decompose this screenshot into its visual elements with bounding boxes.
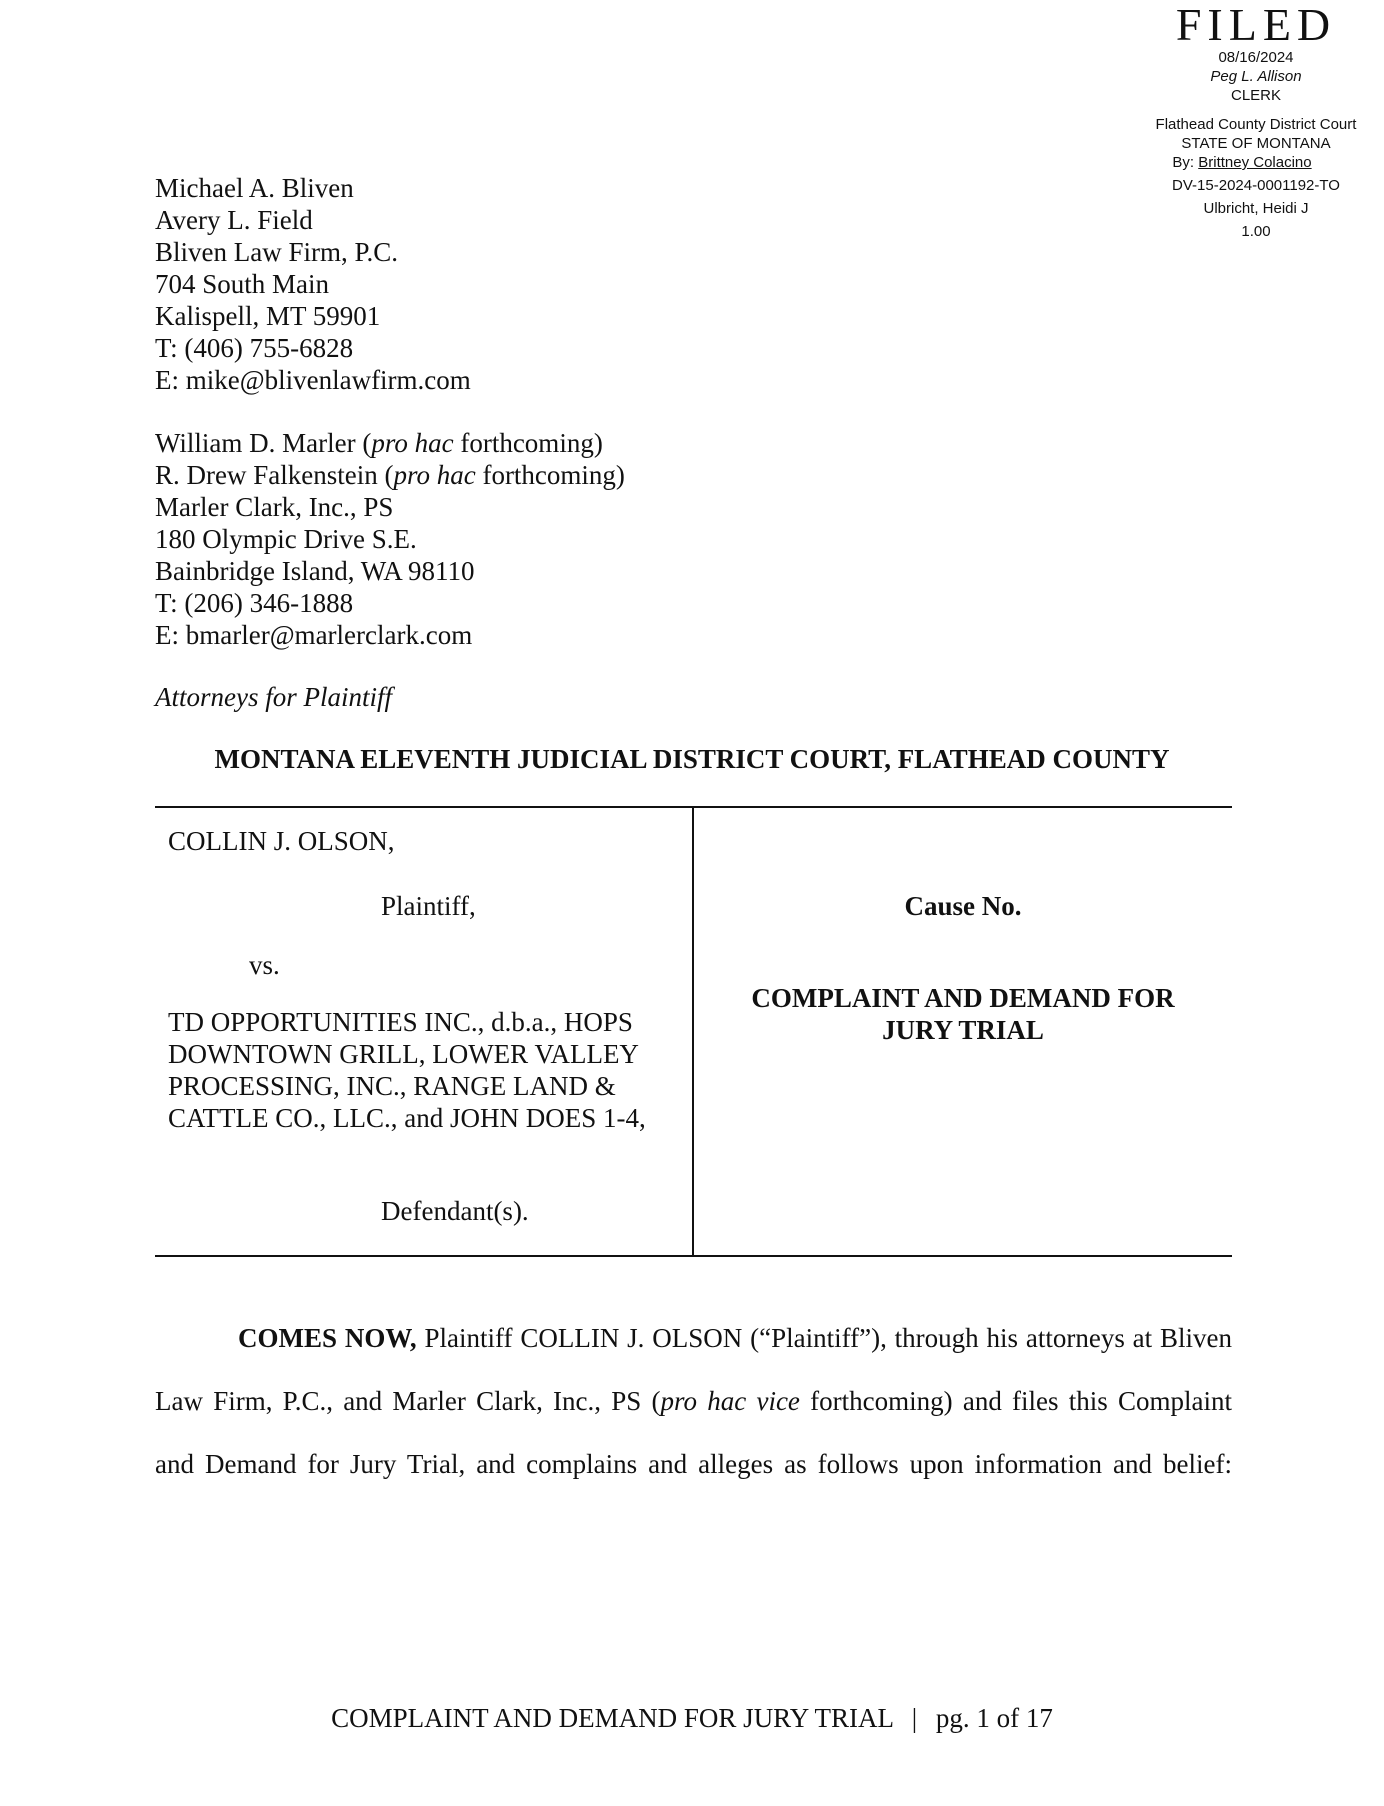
body-line-2: Law Firm, P.C., and Marler Clark, Inc., PS (pro hac vice forthcoming) and files this Complaint: [155, 1386, 1232, 1416]
attorney-phone: T: (206) 346-1888: [155, 588, 354, 618]
body-line-1: COMES NOW, Plaintiff COLLIN J. OLSON (“Plaintiff”), through his attorneys at Bliven: [238, 1323, 1233, 1353]
defendant-line: TD OPPORTUNITIES INC., d.b.a., HOPS: [168, 1007, 633, 1037]
attorney-line: 704 South Main: [155, 269, 330, 299]
clerk-title: CLERK: [1230, 87, 1282, 104]
stamp-by-line: [1172, 153, 1339, 172]
stamp-fee: 1.00: [1241, 223, 1271, 240]
attorney-line: Bliven Law Firm, P.C.: [155, 237, 399, 267]
attorney-email: E: mike@blivenlawfirm.com: [155, 365, 471, 395]
attorney-line: Michael A. Bliven: [155, 173, 354, 203]
attorney-block-local: [155, 172, 471, 396]
clerk-name: Peg L. Allison: [1210, 68, 1302, 85]
attorney-line: Kalispell, MT 59901: [155, 301, 381, 331]
attorney-email: E: bmarler@marlerclark.com: [155, 620, 473, 650]
stamp-by-name: Brittney Colacino: [1198, 154, 1312, 171]
attorneys-for: Attorneys for Plaintiff: [155, 682, 392, 712]
stamp-state: STATE OF MONTANA: [1181, 135, 1331, 152]
footer-title: COMPLAINT AND DEMAND FOR JURY TRIAL: [331, 1703, 893, 1733]
page-footer: [0, 1703, 1384, 1734]
footer-separator: |: [911, 1703, 918, 1733]
stamp-by-label: By:: [1172, 154, 1195, 171]
page-number: pg. 1 of 17: [935, 1703, 1053, 1733]
defendant-line: CATTLE CO., LLC., and JOHN DOES 1-4,: [168, 1103, 646, 1133]
attorney-line-marler: William D. Marler (pro hac forthcoming): [155, 428, 603, 458]
plaintiff-label: Plaintiff,: [381, 891, 476, 921]
stamp-case-number: DV-15-2024-0001192-TO: [1172, 177, 1340, 194]
cause-number: Cause No.: [904, 891, 1022, 921]
body-line-3: and Demand for Jury Trial, and complains and alleges as follows upon information and belief:: [155, 1449, 1232, 1479]
comes-now: COMES NOW,: [238, 1323, 417, 1353]
attorney-street: 180 Olympic Drive S.E.: [155, 524, 417, 554]
filed-date: 08/16/2024: [1218, 49, 1294, 66]
attorney-block-pro-hac: [155, 427, 625, 651]
filed-title: FILED: [1175, 0, 1337, 50]
attorney-line: Avery L. Field: [155, 205, 313, 235]
attorney-line-falkenstein: R. Drew Falkenstein (pro hac forthcoming): [155, 460, 625, 490]
attorney-city: Bainbridge Island, WA 98110: [155, 556, 475, 586]
defendant-line: DOWNTOWN GRILL, LOWER VALLEY: [168, 1039, 639, 1069]
defendants-list: [168, 1006, 646, 1134]
court-heading: MONTANA ELEVENTH JUDICIAL DISTRICT COURT, FLATHEAD COUNTY: [214, 744, 1170, 774]
defendant-line: PROCESSING, INC., RANGE LAND &: [168, 1071, 616, 1101]
stamp-judge: Ulbricht, Heidi J: [1203, 200, 1309, 217]
document-title: COMPLAINT AND DEMAND FOR JURY TRIAL: [751, 983, 1175, 1045]
defendant-label: Defendant(s).: [381, 1196, 529, 1226]
plaintiff-name: COLLIN J. OLSON,: [168, 826, 395, 856]
attorney-line: T: (406) 755-6828: [155, 333, 354, 363]
stamp-court: Flathead County District Court: [1155, 116, 1357, 133]
filing-stamp: [1130, 2, 1382, 241]
versus: vs.: [249, 950, 280, 980]
attorney-firm: Marler Clark, Inc., PS: [155, 492, 394, 522]
